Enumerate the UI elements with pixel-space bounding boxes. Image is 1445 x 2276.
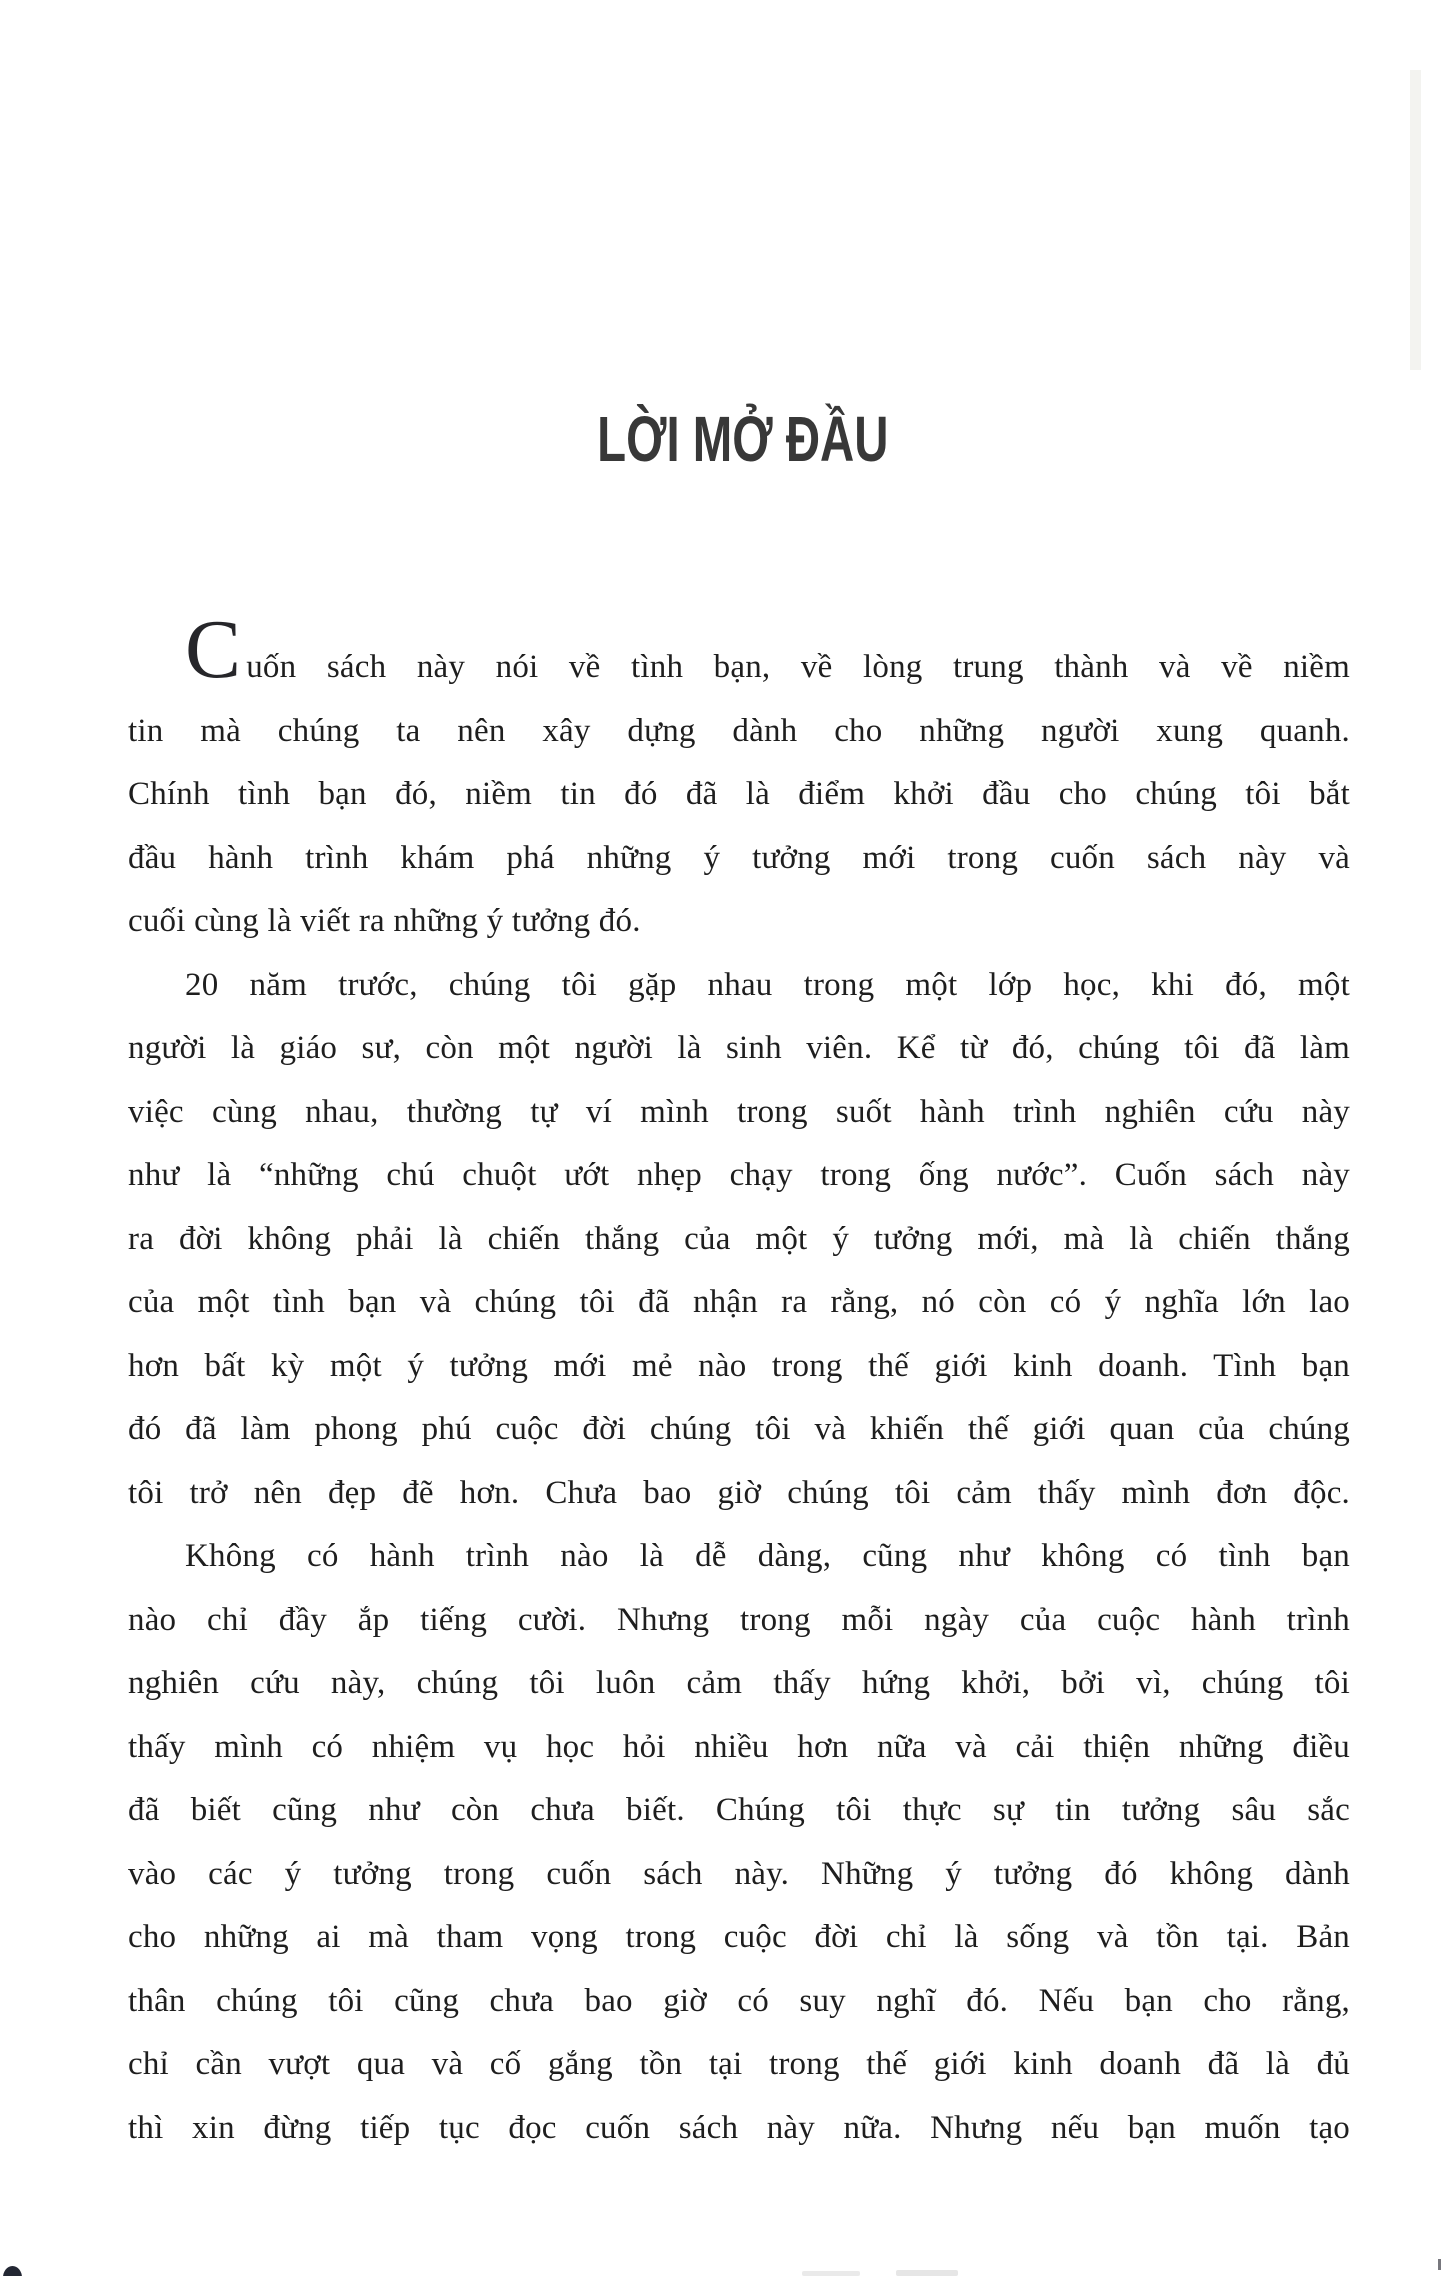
- text-line: cho những ai mà tham vọng trong cuộc đời chỉ là sống và tồn tại. Bản: [128, 1919, 1350, 1955]
- text-line-content: uốn sách này nói về tình bạn, về lòng trung thành và về niềm: [246, 649, 1350, 685]
- page-title: LỜI MỞ ĐẦU: [596, 403, 889, 475]
- paragraph: [128, 1525, 1350, 2160]
- text-line: đầu hành trình khám phá những ý tưởng mới trong cuốn sách này và: [128, 839, 1350, 876]
- text-line: tôi trở nên đẹp đẽ hơn. Chưa bao giờ chúng tôi cảm thấy mình đơn độc.: [128, 1474, 1350, 1511]
- text-line: đó đã làm phong phú cuộc đời chúng tôi và khiến thế giới quan của chúng: [128, 1411, 1350, 1447]
- text-line: việc cùng nhau, thường tự ví mình trong suốt hành trình nghiên cứu này: [128, 1093, 1350, 1130]
- text-line: [128, 603, 1350, 700]
- text-line: cuối cùng là viết ra những ý tưởng đó.: [128, 903, 641, 939]
- chapter-title-container: [0, 403, 1445, 475]
- text-line: nào chỉ đầy ắp tiếng cười. Nhưng trong mỗi ngày của cuộc hành trình: [128, 1601, 1350, 1638]
- text-line: thân chúng tôi cũng chưa bao giờ có suy nghĩ đó. Nếu bạn cho rằng,: [128, 1982, 1350, 2019]
- scan-artifact-right-tick: [1438, 2259, 1441, 2270]
- text-line: ra đời không phải là chiến thắng của một ý tưởng mới, mà là chiến thắng: [128, 1220, 1350, 1257]
- scan-artifact-footer-smudge: [802, 2271, 860, 2276]
- drop-cap: C: [185, 603, 242, 696]
- text-line: thấy mình có nhiệm vụ học hỏi nhiều hơn nữa và cải thiện những điều: [128, 1728, 1350, 1765]
- paragraph: [128, 954, 1350, 1526]
- paragraph: [128, 603, 1350, 954]
- text-line: như là “những chú chuột ướt nhẹp chạy trong ống nước”. Cuốn sách này: [128, 1157, 1350, 1193]
- text-line: chỉ cần vượt qua và cố gắng tồn tại trong thế giới kinh doanh đã là đủ: [128, 2046, 1350, 2082]
- scan-artifact-footer-smudge: [896, 2270, 958, 2276]
- text-line: thì xin đừng tiếp tục đọc cuốn sách này nữa. Nhưng nếu bạn muốn tạo: [128, 2109, 1350, 2146]
- text-line: nghiên cứu này, chúng tôi luôn cảm thấy hứng khởi, bởi vì, chúng tôi: [128, 1665, 1350, 1701]
- text-line: Chính tình bạn đó, niềm tin đó đã là điểm khởi đầu cho chúng tôi bắt: [128, 776, 1350, 812]
- text-line: Không có hành trình nào là dễ dàng, cũng như không có tình bạn: [185, 1538, 1350, 1574]
- text-line: vào các ý tưởng trong cuốn sách này. Những ý tưởng đó không dành: [128, 1855, 1350, 1892]
- scan-artifact-bottom-left: [3, 2266, 22, 2276]
- text-line: 20 năm trước, chúng tôi gặp nhau trong một lớp học, khi đó, một: [185, 966, 1350, 1003]
- text-line: tin mà chúng ta nên xây dựng dành cho những người xung quanh.: [128, 712, 1350, 749]
- body-text: [128, 603, 1350, 2160]
- text-line: hơn bất kỳ một ý tưởng mới mẻ nào trong thế giới kinh doanh. Tình bạn: [128, 1347, 1350, 1384]
- text-line: người là giáo sư, còn một người là sinh viên. Kể từ đó, chúng tôi đã làm: [128, 1030, 1350, 1066]
- scan-artifact-right-strip: [1410, 70, 1421, 370]
- text-line: đã biết cũng như còn chưa biết. Chúng tôi thực sự tin tưởng sâu sắc: [128, 1792, 1350, 1828]
- text-line: của một tình bạn và chúng tôi đã nhận ra rằng, nó còn có ý nghĩa lớn lao: [128, 1284, 1350, 1320]
